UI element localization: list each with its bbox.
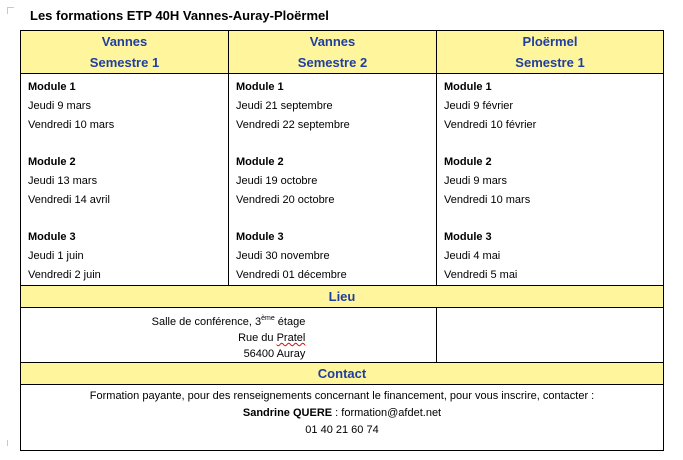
module-block	[28, 153, 228, 210]
module-date: Vendredi 01 décembre	[236, 269, 347, 281]
module-date: Vendredi 22 septembre	[236, 119, 350, 131]
module-date: Jeudi 21 septembre	[236, 100, 333, 112]
contact-cell	[21, 385, 664, 451]
module-date: Vendredi 20 octobre	[236, 194, 335, 206]
module-block	[28, 228, 228, 285]
modules-cell-ploermel-s1	[437, 74, 664, 286]
module-block	[28, 78, 228, 135]
module-date: Jeudi 9 mars	[444, 175, 507, 187]
module-title: Module 1	[28, 81, 76, 93]
module-block	[444, 78, 663, 135]
module-title: Module 1	[236, 81, 284, 93]
module-date: Vendredi 10 février	[444, 119, 537, 131]
column-semester: Semestre 1	[89, 55, 160, 70]
lieu-postal: 56400 Auray	[243, 348, 306, 360]
document-title: Les formations ETP 40H Vannes-Auray-Ploërmel	[30, 8, 329, 23]
page-corner-mark	[7, 440, 14, 446]
lieu-address-cell	[21, 308, 437, 363]
module-block	[236, 153, 436, 210]
module-date: Jeudi 9 mars	[28, 100, 91, 112]
module-block	[236, 78, 436, 135]
spellcheck-word: Pratel	[276, 332, 306, 344]
contact-row	[21, 385, 664, 451]
contact-heading: Contact	[21, 363, 664, 385]
module-date: Jeudi 1 juin	[28, 250, 84, 262]
module-date: Jeudi 19 octobre	[236, 175, 318, 187]
contact-intro: Formation payante, pour des renseignements concernant le financement, pour vous inscrire, contacter :	[89, 390, 595, 402]
module-title: Module 3	[444, 231, 492, 243]
lieu-heading-row	[21, 286, 664, 308]
schedule-table	[20, 30, 664, 451]
module-date: Jeudi 13 mars	[28, 175, 98, 187]
modules-row	[21, 74, 664, 286]
module-title: Module 1	[444, 81, 492, 93]
module-date: Jeudi 30 novembre	[236, 250, 330, 262]
page-corner-mark	[7, 7, 14, 14]
module-date: Jeudi 9 février	[444, 100, 514, 112]
module-title: Module 2	[28, 156, 76, 168]
module-title: Module 3	[236, 231, 284, 243]
module-date: Vendredi 2 juin	[28, 269, 101, 281]
module-date: Vendredi 10 mars	[444, 194, 531, 206]
contact-email: formation@afdet.net	[341, 407, 442, 419]
module-date: Vendredi 5 mai	[444, 269, 518, 281]
lieu-heading: Lieu	[21, 286, 664, 308]
module-block	[444, 228, 663, 285]
contact-heading-row	[21, 363, 664, 385]
modules-cell-vannes-s2	[229, 74, 437, 286]
lieu-room: Salle de conférence, 3ème étage	[151, 315, 306, 328]
module-title: Module 2	[236, 156, 284, 168]
module-block	[444, 153, 663, 210]
modules-cell-vannes-s1	[21, 74, 229, 286]
module-date: Vendredi 14 avril	[28, 194, 110, 206]
column-header-ploermel-s1	[437, 31, 664, 74]
lieu-street: Rue du Pratel	[238, 332, 306, 344]
column-semester: Semestre 1	[515, 55, 585, 70]
contact-person: Sandrine QUERE : formation@afdet.net	[242, 407, 442, 419]
column-city: Vannes	[101, 34, 148, 49]
column-city: Vannes	[309, 34, 356, 49]
module-date: Vendredi 10 mars	[28, 119, 115, 131]
contact-phone: 01 40 21 60 74	[305, 424, 379, 436]
header-row	[21, 31, 664, 74]
module-title: Module 3	[28, 231, 76, 243]
module-title: Module 2	[444, 156, 492, 168]
lieu-row	[21, 308, 664, 363]
column-header-vannes-s2	[229, 31, 437, 74]
lieu-address	[152, 311, 306, 362]
contact-name: Sandrine QUERE	[242, 407, 333, 419]
column-header-vannes-s1	[21, 31, 229, 74]
lieu-empty-cell	[437, 308, 664, 363]
module-date: Jeudi 4 mai	[444, 250, 501, 262]
column-semester: Semestre 2	[297, 55, 368, 70]
module-block	[236, 228, 436, 285]
column-city: Ploërmel	[522, 34, 578, 49]
